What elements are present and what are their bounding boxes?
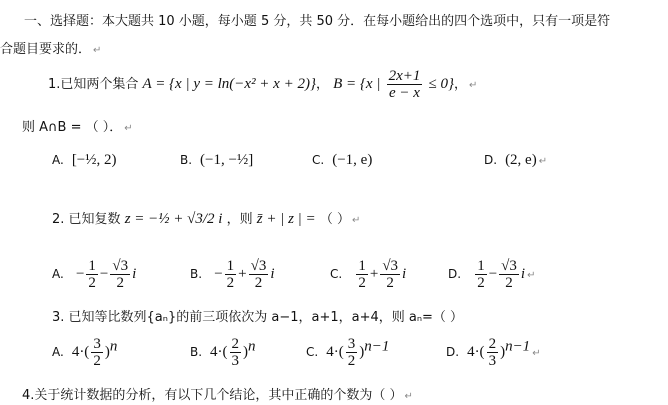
question-4-line [22, 384, 413, 403]
question-3-text: 3. 已知等比数列{aₙ}的前三项依次为 a−1，a+1，a+4，则 aₙ=（ ） [52, 310, 464, 325]
option-sign: − [99, 266, 109, 282]
question-2-mid: ，则 [226, 212, 253, 227]
question-1-set-b-suffix: ≤ 0} [428, 76, 454, 92]
option-text: (−1, e) [332, 152, 373, 168]
return-mark: ↵ [538, 156, 548, 167]
option-numerator: 3 [347, 336, 356, 352]
option-label: D. [448, 267, 462, 281]
question-1-option-a [52, 152, 117, 169]
option-sign: + [369, 266, 379, 282]
question-3-line [52, 306, 463, 325]
question-1-option-c [312, 152, 372, 169]
question-1-line2 [22, 116, 133, 135]
question-3-option-b: B. 4·( $\frac{2}{3}$ )$^n$ [190, 336, 256, 369]
option-exponent: n [248, 338, 256, 355]
question-1-set-a: A = {x | y = ln(−x² + x + 2)} [142, 76, 316, 92]
option-label: B. [190, 267, 203, 281]
option-sign: + [238, 266, 247, 282]
option-label: C. [306, 345, 319, 359]
question-4-text: 4.关于统计数据的分析，有以下几个结论，其中正确的个数为（ ） [22, 388, 403, 403]
question-1-prefix: 1.已知两个集合 [48, 77, 139, 92]
return-mark: ↵ [532, 348, 541, 359]
option-denominator: 2 [347, 353, 356, 369]
option-label: A. [52, 267, 64, 281]
question-2-paren: （ ） [319, 212, 350, 227]
question-1-line1: 1.已知两个集合 A = {x | y = ln(−x² + x + 2)}， B = {x | $\frac{2x+1}{e - x}$ ≤ 0}， ↵ [48, 68, 478, 101]
option-sign: − [214, 266, 223, 282]
option-label: C. [312, 153, 325, 167]
question-2-expression: z = −½ + √3/2 i [124, 211, 223, 227]
question-2-option-d: D. $\frac{1}{2}$ − $\frac{√3}{2}$ i ↵ [448, 258, 536, 291]
return-mark: ↵ [404, 391, 413, 402]
option-numerator: 2 [488, 336, 497, 352]
section-intro-line2 [0, 38, 101, 57]
option-sign: − [75, 266, 85, 282]
option-sign: − [488, 266, 498, 282]
set-b-numerator: 2x+1 [388, 68, 421, 84]
option-text: [−½, 2) [71, 152, 117, 168]
question-1-set-b-prefix: B = {x | [333, 76, 381, 92]
question-3-option-c: C. 4·( $\frac{3}{2}$ )$^{n-1}$ [306, 336, 390, 369]
option-numerator: 2 [231, 336, 240, 352]
return-mark: ↵ [527, 270, 536, 281]
option-label: B. [190, 345, 203, 359]
option-label: D. [446, 345, 460, 359]
option-denominator: 3 [231, 353, 240, 369]
option-label: C. [330, 267, 343, 281]
question-2-option-a: A. − $\frac{1}{2}$ − $\frac{√3}{2}$ i [52, 258, 137, 291]
return-mark: ↵ [351, 215, 361, 226]
question-1-set-b-fraction [387, 68, 423, 101]
question-2-prefix: 2. 已知复数 [52, 212, 121, 227]
intro-line2-text: 合题目要求的． [0, 42, 92, 57]
question-1-ask: 则 A∩B = （ ）． [22, 120, 123, 135]
question-1-option-d [484, 152, 547, 169]
option-exponent: n [109, 338, 118, 355]
question-1-end: ， [454, 77, 468, 92]
option-exponent: n−1 [364, 338, 390, 355]
question-2-option-b: B. − $\frac{1}{2}$ + $\frac{√3}{2}$ i [190, 258, 275, 291]
section-intro-line1: 一、选择题：本大题共 10 小题，每小题 5 分，共 50 分．在每小题给出的四个选项中，只有一项是符 [24, 14, 611, 29]
question-1-option-b [180, 152, 253, 169]
option-numerator: 3 [93, 336, 101, 352]
return-mark: ↵ [124, 123, 133, 134]
option-label: D. [484, 153, 498, 167]
option-text: (2, e) [505, 152, 537, 168]
question-2-ask: z̄ + | z | = [256, 211, 316, 227]
set-b-denominator: e − x [389, 85, 420, 101]
option-label: A. [52, 153, 64, 167]
return-mark: ↵ [93, 45, 102, 56]
option-label: A. [52, 345, 64, 359]
question-3-option-a: A. 4·( $\frac{3}{2}$ )$^n$ [52, 336, 118, 369]
option-denominator: 3 [488, 353, 497, 369]
option-text: (−1, −½] [200, 152, 254, 168]
question-2-line [52, 208, 360, 228]
option-denominator: 2 [93, 353, 101, 369]
option-label: B. [180, 153, 193, 167]
return-mark: ↵ [469, 80, 478, 91]
question-2-option-c: C. $\frac{1}{2}$ + $\frac{√3}{2}$ i [330, 258, 407, 291]
option-exponent: n−1 [505, 338, 531, 355]
question-3-option-d: D. 4·( $\frac{2}{3}$ )$^{n-1}$ ↵ [446, 336, 541, 369]
